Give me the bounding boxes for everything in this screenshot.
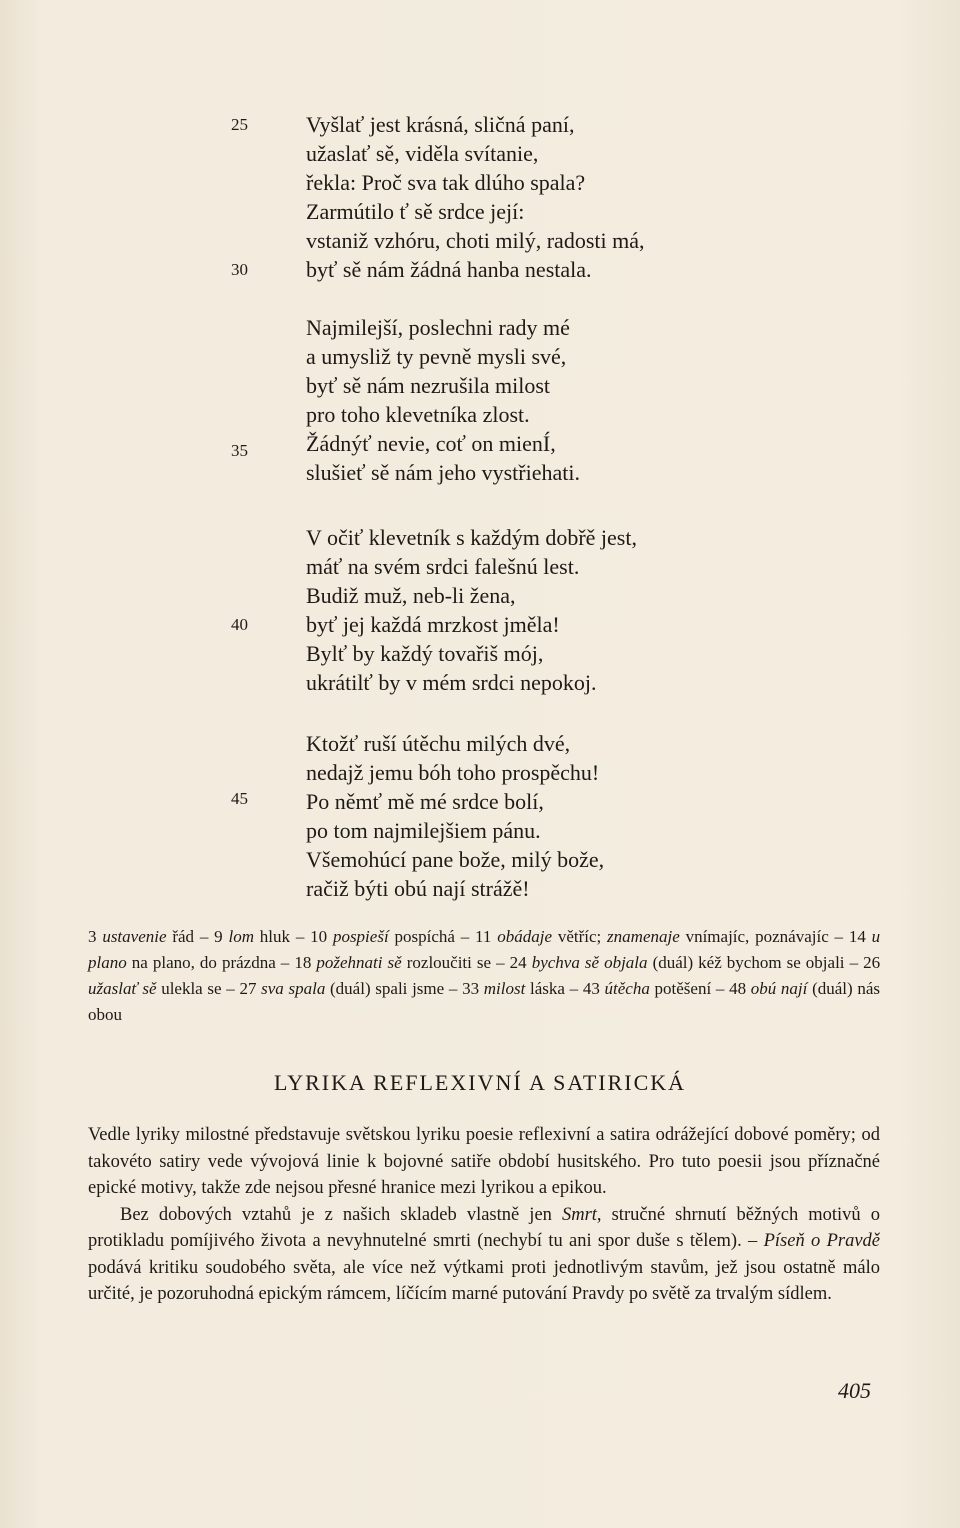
note-number: 3	[88, 927, 97, 946]
line-number: 25	[231, 115, 248, 134]
poem-line: ukrátilť by v mém srdci nepokoj.	[306, 670, 597, 695]
note-number: 9	[214, 927, 223, 946]
poem-line: vstaniž vzhóru, choti milý, radosti má,	[306, 228, 645, 253]
poem-line: máť na svém srdci falešnú lest.	[306, 554, 580, 579]
note-term: u plano	[88, 927, 881, 972]
note-number: 33	[462, 979, 480, 998]
section-heading: LYRIKA REFLEXIVNÍ A SATIRICKÁ	[273, 1070, 687, 1095]
line-number: 45	[231, 789, 248, 808]
poem-line: Vyšlať jest krásná, sličná paní,	[306, 112, 575, 137]
note-gloss: (duál) kéž bychom se objali	[652, 953, 845, 972]
poem-line: pro toho klevetníka zlost.	[306, 402, 530, 427]
note-term: ustavenie	[102, 927, 167, 946]
poem-line: Po němť mě mé srdce bolí,	[306, 789, 544, 814]
poem-line: byť sě nám nezrušila milost	[306, 373, 551, 398]
note-term: obádaje	[497, 927, 552, 946]
page-number: 405	[838, 1378, 871, 1403]
note-gloss: potěšení	[654, 979, 712, 998]
line-number: 40	[231, 615, 248, 634]
note-term: bychva sě objala	[531, 953, 648, 972]
stanza	[306, 523, 637, 697]
note-number: 43	[582, 979, 600, 998]
note-number: 10	[310, 927, 328, 946]
note-term: pospieší	[332, 927, 389, 946]
body-text	[88, 1122, 880, 1308]
note-number: 11	[475, 927, 492, 946]
text-run: podává kritiku soudobého světa, ale více než výtkami proti jednotlivým stavům, jež jsou ostatně málo určité, je pozoruhodná epickým rámcem, líčícím marné putování Pravdy po světě za trvalým sídlem.	[88, 1257, 880, 1304]
note-number: 26	[863, 953, 881, 972]
poem-line: nedajž jemu bóh toho prospěchu!	[306, 760, 600, 785]
note-term: sva spala	[261, 979, 326, 998]
note-term: útěcha	[604, 979, 650, 998]
poem-line: řekla: Proč sva tak dlúho spala?	[306, 170, 586, 195]
poem-line: račiž býti obú nají strážě!	[306, 876, 530, 901]
note-gloss: (duál) spali jsme	[330, 979, 445, 998]
line-number: 30	[231, 260, 248, 279]
note-number: 18	[294, 953, 312, 972]
footnotes: 3 ustavenie řád – 9 lom hluk – 10 pospieší pospíchá – 11 obádaje větříc; znamenaje vnímajíc, poznávajíc – 14 u plano na plano, do prázdna – 18 požehnati sě rozloučiti se – 24 bychva sě objala (duál) kéž bychom se objali – 26 užaslať sě ulekla se – 27 sva spala (duál) spali jsme – 33 milost láska – 43 útěcha potěšení – 48 obú nají (duál) nás obou	[88, 927, 881, 1024]
stanza	[306, 313, 580, 487]
work-title: Píseň o Pravdě	[763, 1231, 880, 1251]
note-term: lom	[228, 927, 254, 946]
poem-line: Žádnýť nevie, coť on mienÍ,	[306, 431, 556, 456]
poem-line: Všemohúcí pane bože, milý bože,	[306, 847, 605, 872]
poem-line: a umysliž ty pevně mysli své,	[306, 344, 567, 369]
note-term: milost	[483, 979, 526, 998]
note-gloss: řád	[172, 927, 195, 946]
text-run: Bez dobových vztahů je z našich skladeb vlastně jen	[120, 1204, 562, 1225]
poem-line: Bylť by každý tovařiš mój,	[306, 641, 544, 666]
note-term: znamenaje	[607, 927, 680, 946]
stanza	[306, 729, 604, 903]
paragraph	[88, 1202, 880, 1308]
poem-line: Najmilejší, poslechni rady mé	[306, 315, 570, 340]
poem-line: Zarmútilo ť sě srdce její:	[306, 199, 525, 224]
note-gloss: ulekla se	[161, 979, 222, 998]
note-term: užaslať sě	[88, 979, 157, 998]
stanza	[306, 110, 645, 284]
note-number: 24	[509, 953, 527, 972]
note-gloss: pospíchá	[394, 927, 455, 946]
note-gloss: rozloučiti se	[406, 953, 492, 972]
note-gloss: na plano, do prázdna	[131, 953, 276, 972]
paragraph: Vedle lyriky milostné představuje světskou lyriku poesie reflexivní a satira odrážející dobové poměry; od takovéto satiry vede vývojová linie k bojovné satiře období husitského. Pro tuto poesii jsou příznačné epické motivy, takže zde nejsou přesné hranice mezi lyrikou a epikou.	[88, 1125, 880, 1198]
poem-line: V očiť klevetník s každým dobřě jest,	[306, 525, 637, 550]
work-title: Smrt	[561, 1204, 597, 1225]
note-number: 48	[729, 979, 747, 998]
note-gloss: láska	[530, 979, 565, 998]
text-run: , stručné shrnutí běžných motivů o protikladu pomíjivého života a nevyhnutelné smrti (nechybí tu ani spor duše s tělem). –	[88, 1204, 880, 1251]
line-number: 35	[231, 441, 248, 460]
note-number: 14	[848, 927, 866, 946]
note-gloss: hluk	[259, 927, 291, 946]
poem-line: Budiž muž, neb-li žena,	[306, 583, 516, 608]
note-term: obú nají	[750, 979, 808, 998]
poem-line: Ktožť ruší útěchu milých dvé,	[306, 731, 571, 756]
note-term: požehnati sě	[316, 953, 402, 972]
poem-line: byť sě nám žádná hanba nestala.	[306, 257, 592, 282]
poem-line: užaslať sě, viděla svítanie,	[306, 141, 539, 166]
note-number: 27	[239, 979, 257, 998]
poem-line: po tom najmilejšiem pánu.	[306, 818, 541, 843]
note-gloss: (duál) nás obou	[88, 979, 881, 1024]
poem-line: byť jej každá mrzkost jměla!	[306, 612, 560, 637]
poem-line: slušieť sě nám jeho vystřiehati.	[306, 460, 580, 485]
note-gloss: větříc;	[557, 927, 602, 946]
note-gloss: vnímajíc, poznávajíc	[685, 927, 829, 946]
